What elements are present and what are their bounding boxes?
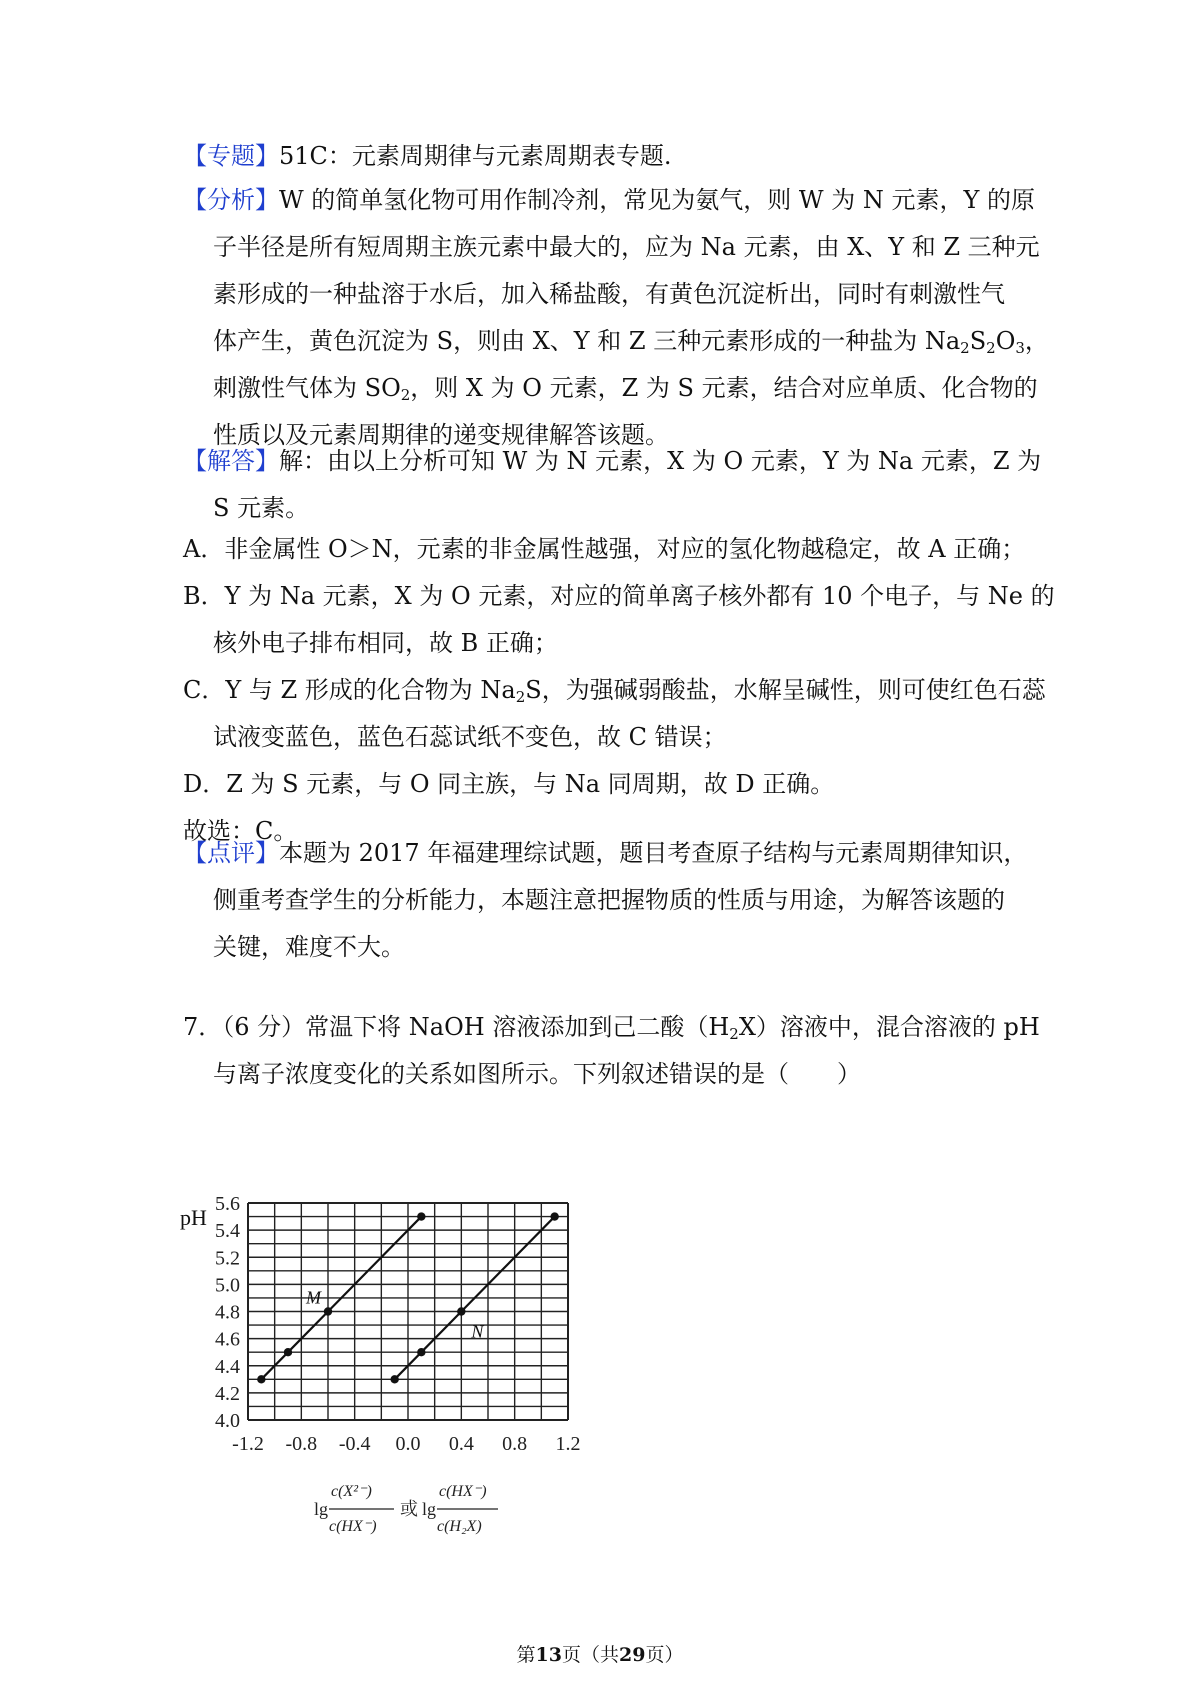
x-tick-label: -0.8 [285, 1433, 318, 1455]
review-tag: 【点评】 [183, 839, 279, 867]
x-label-lg2: lg [422, 1499, 437, 1519]
analysis-line-4: 体产生，黄色沉淀为 S，则由 X、Y 和 Z 三种元素形成的一种盐为 $Na_2S_2O_3$， [213, 327, 1049, 357]
options-section [183, 526, 1055, 855]
analysis-line-6: 性质以及元素周期律的递变规律解答该题。 [213, 421, 669, 449]
option-a: A．非金属性 O＞N，元素的非金属性越强，对应的氢化物越稳定，故 A 正确； [183, 535, 1026, 563]
analysis-section [183, 177, 1049, 459]
y-tick-label: 4.8 [215, 1301, 240, 1324]
data-point-M [284, 1348, 292, 1356]
topic-section [183, 133, 1023, 180]
final-choice: 故选：C。 [183, 817, 298, 845]
data-point-N [550, 1212, 558, 1220]
page-footer: 第13页（共29页） [516, 1644, 684, 1666]
option-c-line-2: 试液变蓝色，蓝色石蕊试纸不变色，故 C 错误； [213, 723, 727, 751]
analysis-line-1: W 的简单氢化物可用作制冷剂，常见为氨气，则 W 为 N 元素，Y 的原 [279, 186, 1035, 214]
answer-tag: 【解答】 [183, 447, 279, 475]
chart-svg [178, 1188, 618, 1558]
review-line-2: 侧重考查学生的分析能力，本题注意把握物质的性质与用途，为解答该题的 [213, 886, 1005, 914]
x-label-lg1: lg [314, 1499, 329, 1519]
x-label-num1: c(X²⁻) [331, 1483, 372, 1500]
x-tick-label: -1.2 [232, 1433, 264, 1455]
topic-tag: 【专题】 [183, 142, 279, 170]
y-tick-label: 4.6 [215, 1328, 240, 1351]
x-tick-label: 1.2 [555, 1433, 581, 1455]
x-label-den1: c(HX⁻) [329, 1518, 377, 1535]
question-line-1: 7．（6 分）常温下将 NaOH 溶液添加到己二酸$(H_2X)$溶液中，混合溶液的 pH [183, 1013, 1040, 1043]
y-axis-label: pH [180, 1205, 207, 1230]
x-label-num2: c(HX⁻) [439, 1483, 487, 1500]
analysis-line-2: 子半径是所有短周期主族元素中最大的，应为 Na 元素，由 X、Y 和 Z 三种元 [213, 233, 1040, 261]
analysis-tag: 【分析】 [183, 186, 279, 214]
x-label-den2: c(H₂X) [437, 1518, 482, 1535]
page-number: 13 [535, 1644, 562, 1666]
y-tick-label: 5.2 [215, 1247, 240, 1270]
chart-grid [248, 1203, 568, 1420]
option-d: D．Z 为 S 元素，与 O 同主族，与 Na 同周期，故 D 正确。 [183, 770, 835, 798]
answer-line-1: 解：由以上分析可知 W 为 N 元素，X 为 O 元素，Y 为 Na 元素，Z 为 [279, 447, 1042, 475]
option-b-line-1: B．Y 为 Na 元素，X 为 O 元素，对应的简单离子核外都有 10 个电子，与 Ne 的 [183, 582, 1055, 610]
data-point-N [417, 1348, 425, 1356]
y-tick-label: 4.4 [215, 1355, 240, 1378]
x-axis-label [314, 1483, 498, 1535]
data-point-M [417, 1212, 425, 1220]
answer-line-2: S 元素。 [213, 494, 310, 522]
data-point-N [390, 1375, 398, 1383]
review-line-1: 本题为 2017 年福建理综试题，题目考查原子结构与元素周期律知识， [279, 839, 1028, 867]
analysis-line-3: 素形成的一种盐溶于水后，加入稀盐酸，有黄色沉淀析出，同时有刺激性气 [213, 280, 1005, 308]
question-line-2: 与离子浓度变化的关系如图所示。下列叙述错误的是（ ） [213, 1060, 861, 1088]
data-point-M [257, 1375, 265, 1383]
x-tick-label: 0.8 [502, 1433, 528, 1455]
review-line-3: 关键，难度不大。 [213, 933, 405, 961]
series-label-M: M [306, 1287, 321, 1308]
ph-chart [178, 1188, 618, 1562]
chart-ticks [215, 1193, 581, 1455]
option-b-line-2: 核外电子排布相同，故 B 正确； [213, 629, 558, 657]
y-tick-label: 5.6 [215, 1193, 240, 1215]
topic-text: 51C：元素周期律与元素周期表专题. [279, 142, 672, 170]
data-point-M [324, 1307, 332, 1315]
data-point-N [457, 1307, 465, 1315]
y-tick-label: 4.2 [215, 1382, 240, 1405]
y-tick-label: 5.0 [215, 1274, 240, 1297]
x-label-or: 或 [400, 1499, 418, 1519]
option-c-line-1: C．Y 与 Z 形成的化合物为 $Na_2S$，为强碱弱酸盐，水解呈碱性，则可使红色石蕊 [183, 676, 1046, 706]
question-7 [183, 1004, 1040, 1098]
x-tick-label: -0.4 [338, 1433, 371, 1455]
answer-section [183, 438, 1042, 532]
y-tick-label: 4.0 [215, 1410, 240, 1432]
x-tick-label: 0.4 [448, 1433, 474, 1455]
analysis-line-5: 刺激性气体为 $SO_2$，则 X 为 O 元素，Z 为 S 元素，结合对应单质、化合物的 [213, 374, 1038, 404]
x-tick-label: 0.0 [395, 1433, 421, 1455]
series-label-N: N [471, 1321, 484, 1342]
total-pages: 29 [619, 1644, 646, 1666]
review-section [183, 830, 1028, 971]
y-tick-label: 5.4 [215, 1220, 240, 1243]
